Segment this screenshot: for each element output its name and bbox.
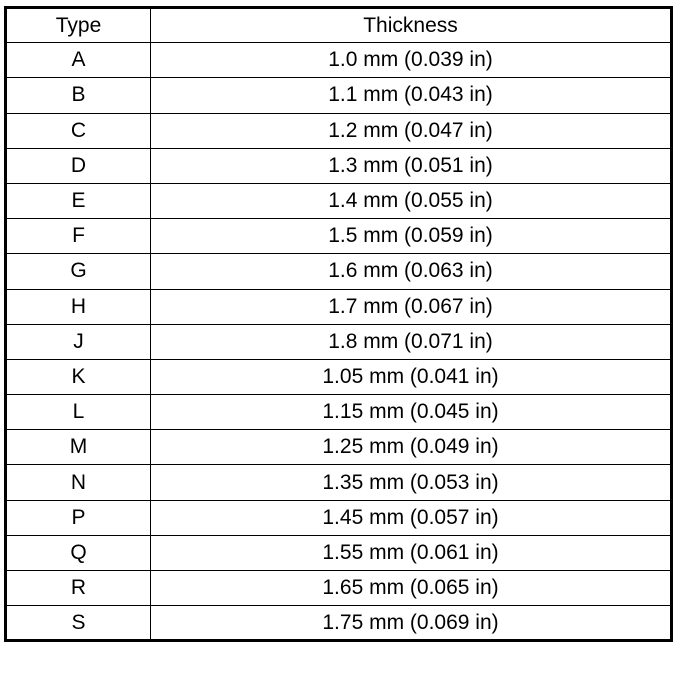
- type-cell: Q: [6, 535, 151, 570]
- thickness-cell: 1.05 mm (0.041 in): [151, 359, 672, 394]
- thickness-cell: 1.5 mm (0.059 in): [151, 219, 672, 254]
- table-row: [6, 465, 672, 500]
- type-cell: A: [6, 43, 151, 78]
- type-cell: G: [6, 254, 151, 289]
- thickness-cell: 1.7 mm (0.067 in): [151, 289, 672, 324]
- type-cell: N: [6, 465, 151, 500]
- type-cell: J: [6, 324, 151, 359]
- thickness-cell: 1.25 mm (0.049 in): [151, 430, 672, 465]
- table-row: [6, 183, 672, 218]
- table-row: [6, 430, 672, 465]
- type-cell: K: [6, 359, 151, 394]
- table-row: [6, 219, 672, 254]
- type-cell: B: [6, 78, 151, 113]
- thickness-cell: 1.2 mm (0.047 in): [151, 113, 672, 148]
- thickness-cell: 1.75 mm (0.069 in): [151, 606, 672, 641]
- table-row: [6, 324, 672, 359]
- table-row: [6, 43, 672, 78]
- header-type: Type: [6, 8, 151, 43]
- thickness-cell: 1.55 mm (0.061 in): [151, 535, 672, 570]
- type-cell: D: [6, 148, 151, 183]
- thickness-table: [4, 6, 673, 642]
- table-header-row: [6, 8, 672, 43]
- table-row: [6, 500, 672, 535]
- header-thickness: Thickness: [151, 8, 672, 43]
- table-row: [6, 78, 672, 113]
- table-row: [6, 289, 672, 324]
- type-cell: R: [6, 571, 151, 606]
- thickness-cell: 1.6 mm (0.063 in): [151, 254, 672, 289]
- type-cell: S: [6, 606, 151, 641]
- table-row: [6, 254, 672, 289]
- table-row: [6, 606, 672, 641]
- type-cell: P: [6, 500, 151, 535]
- type-cell: M: [6, 430, 151, 465]
- table-row: [6, 395, 672, 430]
- thickness-cell: 1.1 mm (0.043 in): [151, 78, 672, 113]
- type-cell: C: [6, 113, 151, 148]
- table-row: [6, 571, 672, 606]
- type-cell: L: [6, 395, 151, 430]
- type-cell: H: [6, 289, 151, 324]
- thickness-cell: 1.35 mm (0.053 in): [151, 465, 672, 500]
- thickness-cell: 1.65 mm (0.065 in): [151, 571, 672, 606]
- table-row: [6, 148, 672, 183]
- table-row: [6, 535, 672, 570]
- table-row: [6, 113, 672, 148]
- thickness-cell: 1.15 mm (0.045 in): [151, 395, 672, 430]
- thickness-cell: 1.8 mm (0.071 in): [151, 324, 672, 359]
- type-cell: E: [6, 183, 151, 218]
- thickness-cell: 1.0 mm (0.039 in): [151, 43, 672, 78]
- thickness-cell: 1.3 mm (0.051 in): [151, 148, 672, 183]
- thickness-cell: 1.4 mm (0.055 in): [151, 183, 672, 218]
- thickness-cell: 1.45 mm (0.057 in): [151, 500, 672, 535]
- table-row: [6, 359, 672, 394]
- type-cell: F: [6, 219, 151, 254]
